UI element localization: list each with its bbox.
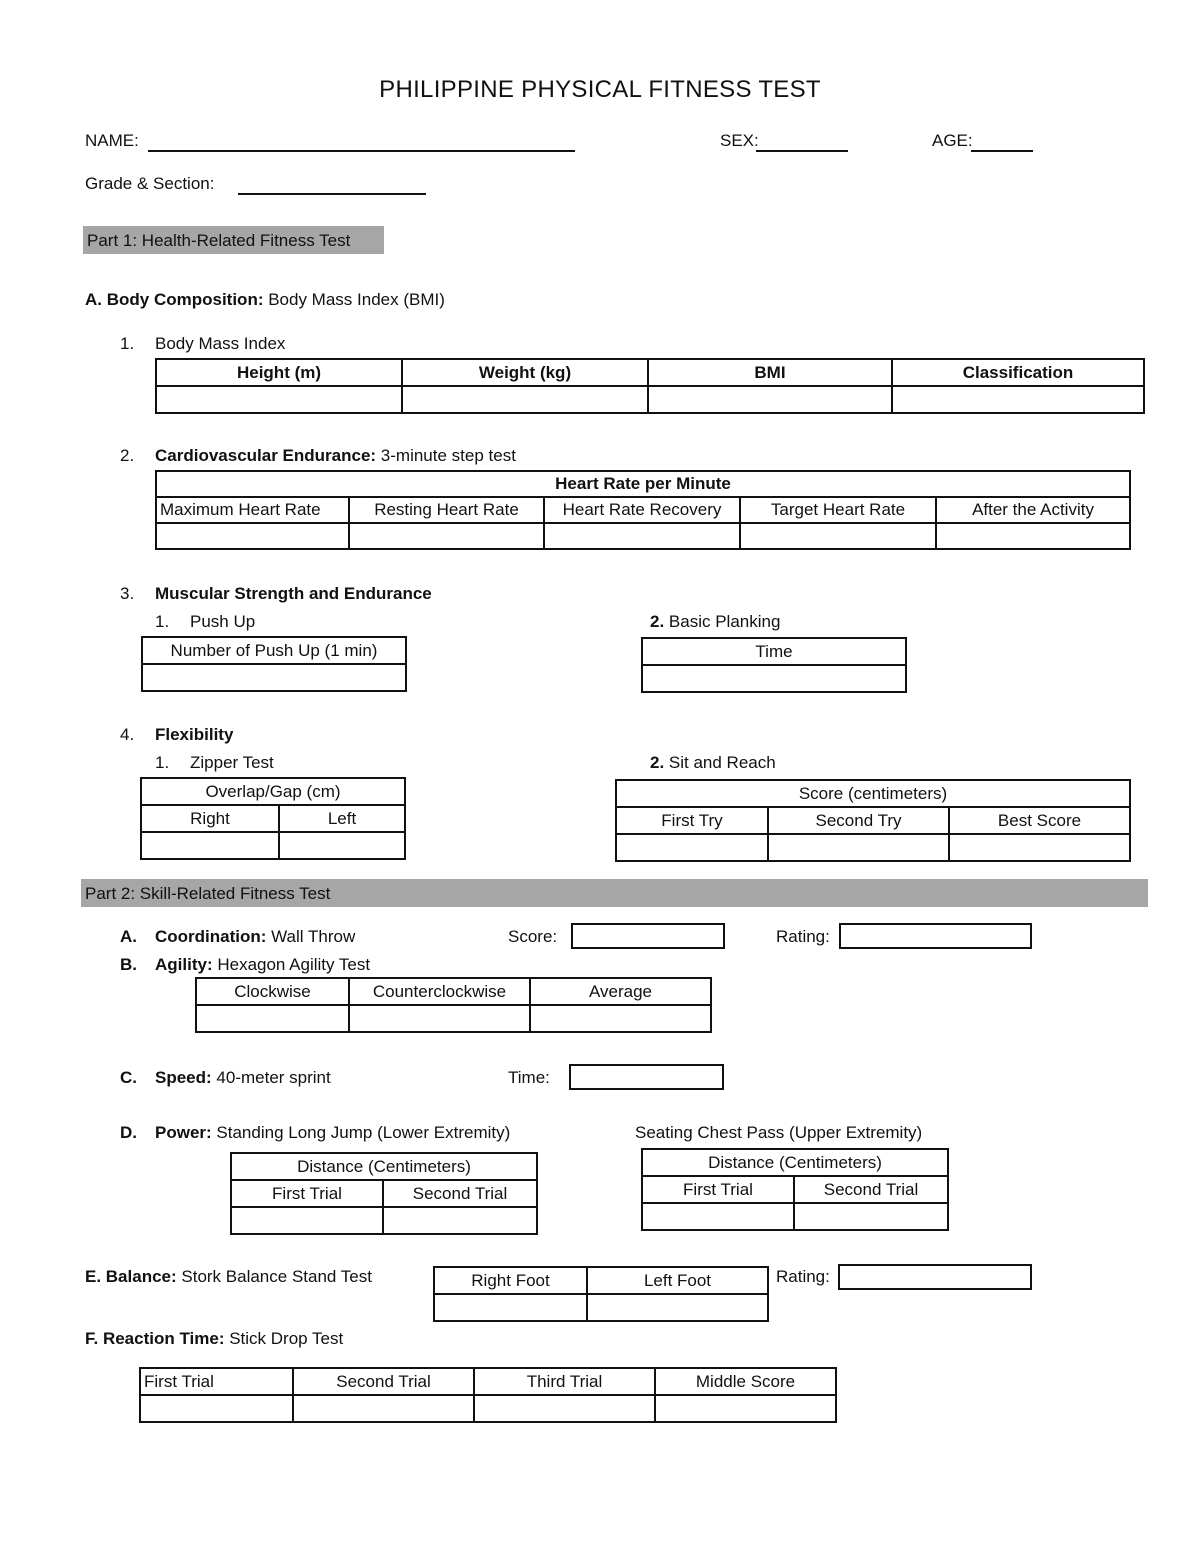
hr-col-resting: Resting Heart Rate	[349, 497, 544, 523]
zipper-left-input-cell[interactable]	[279, 832, 405, 859]
hr-col-after: After the Activity	[936, 497, 1130, 523]
power-letter: D.	[120, 1123, 137, 1142]
long-jump-first-input-cell[interactable]	[231, 1207, 383, 1234]
balance-left-foot-input-cell[interactable]	[587, 1294, 768, 1321]
speed-subtitle: 40-meter sprint	[211, 1068, 331, 1087]
bmi-col-classification: Classification	[892, 359, 1144, 386]
reaction-middle-input-cell[interactable]	[655, 1395, 836, 1422]
sit-reach-col-best: Best Score	[949, 807, 1130, 834]
hr-col-recovery: Heart Rate Recovery	[544, 497, 740, 523]
reaction-col-third: Third Trial	[474, 1368, 655, 1395]
push-up-number: 1.	[155, 612, 170, 631]
agility-counterclockwise-input-cell[interactable]	[349, 1005, 530, 1032]
bmi-col-bmi: BMI	[648, 359, 892, 386]
chest-pass-col-second: Second Trial	[794, 1176, 948, 1203]
chest-pass-first-input-cell[interactable]	[642, 1203, 794, 1230]
zipper-col-right: Right	[141, 805, 279, 832]
part1-heading	[83, 226, 384, 254]
item1-number: 1.	[120, 334, 135, 353]
planking-number: 2.	[650, 612, 665, 631]
planking-label	[650, 612, 780, 632]
push-up-col-count: Number of Push Up (1 min)	[142, 637, 406, 664]
agility-subtitle: Hexagon Agility Test	[212, 955, 371, 974]
heart-rate-group-header: Heart Rate per Minute	[156, 471, 1130, 497]
sit-reach-best-input-cell[interactable]	[949, 834, 1130, 861]
balance-right-foot-input-cell[interactable]	[434, 1294, 587, 1321]
item2-label	[155, 446, 516, 466]
part1-heading-text: Part 1: Health-Related Fitness Test	[87, 231, 351, 250]
resting-hr-input-cell[interactable]	[349, 523, 544, 549]
agility-average-input-cell[interactable]	[530, 1005, 711, 1032]
chest-pass-group-header: Distance (Centimeters)	[642, 1149, 948, 1176]
reaction-second-input-cell[interactable]	[293, 1395, 474, 1422]
chest-pass-second-input-cell[interactable]	[794, 1203, 948, 1230]
agility-label	[155, 955, 370, 975]
height-input-cell[interactable]	[156, 386, 402, 413]
target-hr-input-cell[interactable]	[740, 523, 936, 549]
grade-section-label: Grade & Section:	[85, 174, 215, 193]
chest-pass-col-first: First Trial	[642, 1176, 794, 1203]
bmi-input-cell[interactable]	[648, 386, 892, 413]
item1-label: Body Mass Index	[155, 334, 286, 353]
sit-reach-first-input-cell[interactable]	[616, 834, 768, 861]
sit-reach-second-input-cell[interactable]	[768, 834, 949, 861]
reaction-title: F. Reaction Time:	[85, 1329, 225, 1348]
chest-pass-label: Seating Chest Pass (Upper Extremity)	[635, 1123, 923, 1142]
balance-col-left-foot: Left Foot	[587, 1267, 768, 1294]
agility-col-average: Average	[530, 978, 711, 1005]
item4-number: 4.	[120, 725, 135, 744]
speed-title: Speed:	[155, 1068, 212, 1087]
item4-label: Flexibility	[155, 725, 234, 744]
hr-col-target: Target Heart Rate	[740, 497, 936, 523]
push-up-table	[141, 636, 407, 692]
classification-input-cell[interactable]	[892, 386, 1144, 413]
coordination-score-label: Score:	[508, 927, 558, 946]
balance-rating-input[interactable]	[838, 1264, 1032, 1290]
sit-reach-col-first: First Try	[616, 807, 768, 834]
coordination-label	[155, 927, 355, 947]
hr-col-maximum: Maximum Heart Rate	[156, 497, 349, 523]
item2-title: Cardiovascular Endurance:	[155, 446, 377, 465]
item2-number: 2.	[120, 446, 135, 465]
long-jump-table	[230, 1152, 538, 1235]
part2-heading-text: Part 2: Skill-Related Fitness Test	[85, 884, 331, 903]
grade-section-field[interactable]	[238, 175, 426, 195]
sit-reach-number: 2.	[650, 753, 665, 772]
speed-label	[155, 1068, 331, 1088]
push-up-label: Push Up	[190, 612, 256, 631]
push-up-input-cell[interactable]	[142, 664, 406, 691]
agility-col-clockwise: Clockwise	[196, 978, 349, 1005]
zipper-col-left: Left	[279, 805, 405, 832]
bmi-col-height: Height (m)	[156, 359, 402, 386]
item3-label: Muscular Strength and Endurance	[155, 584, 432, 603]
power-label	[155, 1123, 510, 1143]
reaction-third-input-cell[interactable]	[474, 1395, 655, 1422]
section-a-subtitle: Body Mass Index (BMI)	[263, 290, 445, 309]
planking-text: Basic Planking	[664, 612, 781, 631]
agility-letter: B.	[120, 955, 137, 974]
zipper-number: 1.	[155, 753, 170, 772]
part2-heading	[81, 879, 1148, 907]
weight-input-cell[interactable]	[402, 386, 648, 413]
recovery-hr-input-cell[interactable]	[544, 523, 740, 549]
reaction-col-middle: Middle Score	[655, 1368, 836, 1395]
max-hr-input-cell[interactable]	[156, 523, 349, 549]
speed-letter: C.	[120, 1068, 137, 1087]
bmi-col-weight: Weight (kg)	[402, 359, 648, 386]
agility-title: Agility:	[155, 955, 213, 974]
coordination-letter: A.	[120, 927, 137, 946]
coordination-title: Coordination:	[155, 927, 267, 946]
zipper-right-input-cell[interactable]	[141, 832, 279, 859]
long-jump-group-header: Distance (Centimeters)	[231, 1153, 537, 1180]
item2-subtitle: 3-minute step test	[376, 446, 516, 465]
reaction-subtitle: Stick Drop Test	[224, 1329, 344, 1348]
zipper-group-header: Overlap/Gap (cm)	[141, 778, 405, 805]
chest-pass-table	[641, 1148, 949, 1231]
power-title: Power:	[155, 1123, 212, 1142]
age-field[interactable]	[971, 132, 1033, 152]
heart-rate-table	[155, 470, 1131, 550]
long-jump-second-input-cell[interactable]	[383, 1207, 537, 1234]
zipper-table	[140, 777, 406, 860]
balance-rating-label: Rating:	[776, 1267, 830, 1286]
planking-col-time: Time	[642, 638, 906, 665]
long-jump-col-second: Second Trial	[383, 1180, 537, 1207]
after-activity-input-cell[interactable]	[936, 523, 1130, 549]
balance-col-right-foot: Right Foot	[434, 1267, 587, 1294]
planking-input-cell[interactable]	[642, 665, 906, 692]
power-subtitle: Standing Long Jump (Lower Extremity)	[211, 1123, 511, 1142]
balance-label	[85, 1267, 372, 1287]
section-a-title: A. Body Composition:	[85, 290, 264, 309]
sit-reach-col-second: Second Try	[768, 807, 949, 834]
sex-label: SEX:	[720, 131, 759, 150]
agility-clockwise-input-cell[interactable]	[196, 1005, 349, 1032]
long-jump-col-first: First Trial	[231, 1180, 383, 1207]
bmi-table	[155, 358, 1145, 414]
reaction-first-input-cell[interactable]	[140, 1395, 293, 1422]
coordination-rating-label: Rating:	[776, 927, 830, 946]
name-field[interactable]	[148, 132, 575, 152]
sit-reach-label	[650, 753, 776, 773]
sit-reach-text: Sit and Reach	[664, 753, 776, 772]
coordination-rating-input[interactable]	[839, 923, 1032, 949]
balance-title: E. Balance:	[85, 1267, 177, 1286]
reaction-table	[139, 1367, 837, 1423]
balance-subtitle: Stork Balance Stand Test	[176, 1267, 372, 1286]
sex-field[interactable]	[756, 132, 848, 152]
speed-time-label: Time:	[508, 1068, 550, 1087]
planking-table	[641, 637, 907, 693]
name-label: NAME:	[85, 131, 139, 150]
balance-table	[433, 1266, 769, 1322]
speed-time-input[interactable]	[569, 1064, 724, 1090]
section-a-body-composition	[85, 290, 445, 310]
agility-col-counterclockwise: Counterclockwise	[349, 978, 530, 1005]
reaction-col-second: Second Trial	[293, 1368, 474, 1395]
sit-reach-table	[615, 779, 1131, 862]
agility-table	[195, 977, 712, 1033]
item3-number: 3.	[120, 584, 135, 603]
page-title: PHILIPPINE PHYSICAL FITNESS TEST	[379, 76, 821, 103]
coordination-subtitle: Wall Throw	[266, 927, 356, 946]
coordination-score-input[interactable]	[571, 923, 725, 949]
sit-reach-group-header: Score (centimeters)	[616, 780, 1130, 807]
reaction-label	[85, 1329, 343, 1349]
age-label: AGE:	[932, 131, 973, 150]
reaction-col-first: First Trial	[140, 1368, 293, 1395]
zipper-label: Zipper Test	[190, 753, 274, 772]
